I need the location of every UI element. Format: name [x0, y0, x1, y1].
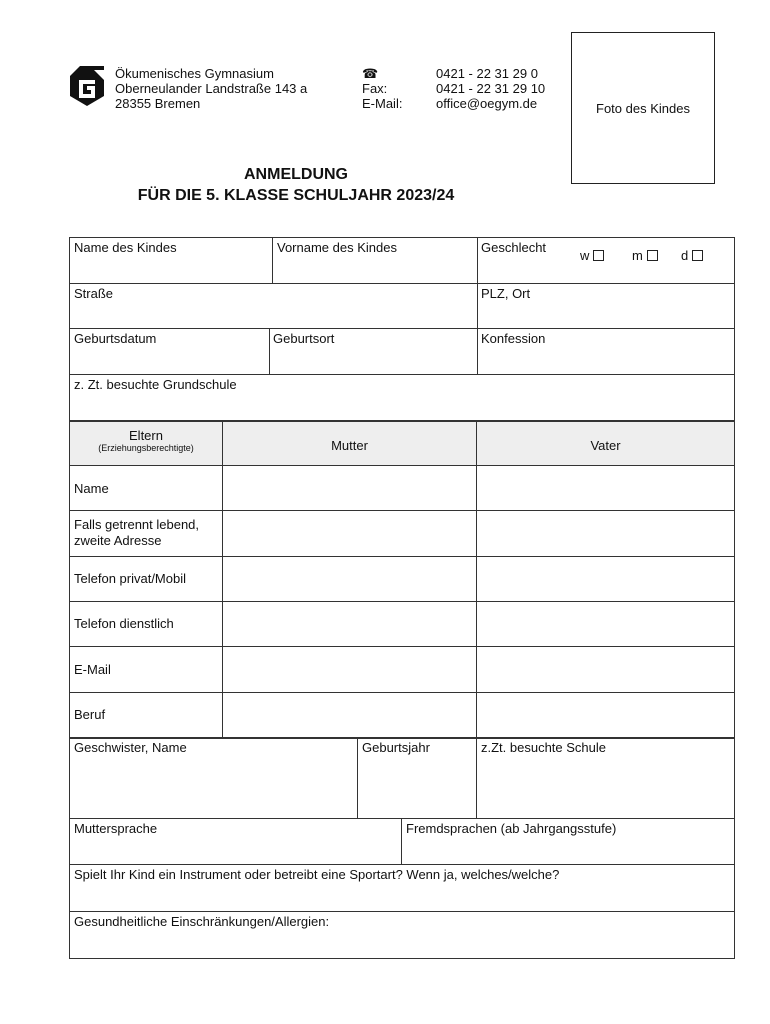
checkbox-icon[interactable] — [692, 250, 703, 261]
street-field[interactable]: Straße — [74, 286, 114, 301]
column-divider — [357, 737, 358, 818]
contact-labels — [362, 66, 432, 111]
column-divider — [222, 420, 223, 737]
photo-box[interactable] — [571, 32, 715, 184]
health-restrictions-field[interactable]: Gesundheitliche Einschränkungen/Allergien: — [74, 914, 330, 929]
row-divider — [69, 420, 735, 422]
form-title: ANMELDUNG — [244, 166, 348, 183]
parent-address-row-line1: Falls getrennt lebend, — [74, 517, 200, 532]
child-first-name-field[interactable]: Vorname des Kindes — [277, 240, 397, 255]
email-label: E-Mail: — [362, 96, 403, 111]
parent-address-row-line2: zweite Adresse — [74, 533, 162, 548]
column-divider — [272, 237, 273, 283]
photo-label: Foto des Kindes — [596, 100, 690, 116]
gender-m-label: m — [632, 248, 643, 263]
parents-header-sub: (Erziehungsberechtigte) — [98, 443, 194, 453]
mother-column-header: Mutter — [331, 438, 368, 453]
native-language-field[interactable]: Muttersprache — [74, 821, 158, 836]
parent-work-phone-row: Telefon dienstlich — [74, 616, 174, 631]
sibling-school-field[interactable]: z.Zt. besuchte Schule — [481, 740, 607, 755]
gender-label: Geschlecht — [481, 240, 547, 255]
row-divider — [69, 328, 735, 329]
fax-number: 0421 - 22 31 29 10 — [436, 81, 546, 96]
form-border-bottom — [69, 958, 735, 959]
religion-field[interactable]: Konfession — [481, 331, 546, 346]
instrument-sport-field[interactable]: Spielt Ihr Kind ein Instrument oder betreibt eine Sportart? Wenn ja, welches/welche? — [74, 867, 560, 882]
parent-name-row: Name — [74, 481, 109, 496]
parent-email-row: E-Mail — [74, 662, 111, 677]
checkbox-icon[interactable] — [593, 250, 604, 261]
column-divider — [269, 328, 270, 374]
gender-option-d[interactable] — [681, 248, 703, 263]
row-divider — [69, 510, 735, 511]
birthdate-field[interactable]: Geburtsdatum — [74, 331, 157, 346]
school-address — [115, 66, 307, 111]
birthplace-field[interactable]: Geburtsort — [273, 331, 335, 346]
father-column-header: Vater — [590, 438, 621, 453]
fax-label: Fax: — [362, 81, 388, 96]
telephone-icon: ☎ — [362, 66, 379, 81]
school-logo — [70, 66, 104, 106]
row-divider — [69, 556, 735, 557]
primary-school-field[interactable]: z. Zt. besuchte Grundschule — [74, 377, 237, 392]
row-divider — [69, 911, 735, 912]
email-address[interactable]: office@oegym.de — [436, 96, 538, 111]
column-divider — [476, 420, 477, 818]
row-divider — [69, 465, 735, 466]
form-border-right — [734, 237, 735, 958]
school-city: 28355 Bremen — [115, 96, 201, 111]
row-divider — [69, 646, 735, 647]
parent-phone-row: Telefon privat/Mobil — [74, 571, 186, 586]
row-divider — [69, 737, 735, 739]
sibling-birth-year-field[interactable]: Geburtsjahr — [362, 740, 430, 755]
child-name-field[interactable]: Name des Kindes — [74, 240, 177, 255]
row-divider — [69, 864, 735, 865]
zip-city-field[interactable]: PLZ, Ort — [481, 286, 531, 301]
contact-values — [436, 66, 545, 111]
column-divider — [477, 237, 478, 374]
gender-d-label: d — [681, 248, 689, 263]
form-subtitle: FÜR DIE 5. KLASSE SCHULJAHR 2023/24 — [137, 187, 455, 204]
row-divider — [69, 283, 735, 284]
foreign-languages-field[interactable]: Fremdsprachen (ab Jahrgangsstufe) — [406, 821, 617, 836]
row-divider — [69, 374, 735, 375]
row-divider — [69, 692, 735, 693]
parent-job-row: Beruf — [74, 707, 106, 722]
gender-option-m[interactable] — [632, 248, 658, 263]
form-border-top — [69, 237, 735, 238]
phone-number: 0421 - 22 31 29 0 — [436, 66, 538, 81]
gender-option-w[interactable] — [580, 248, 604, 263]
parents-header-label: Eltern — [129, 428, 163, 443]
school-street: Oberneulander Landstraße 143 a — [115, 81, 308, 96]
checkbox-icon[interactable] — [647, 250, 658, 261]
column-divider — [401, 818, 402, 864]
school-name: Ökumenisches Gymnasium — [115, 66, 274, 81]
row-divider — [69, 601, 735, 602]
row-divider — [69, 818, 735, 819]
sibling-name-field[interactable]: Geschwister, Name — [74, 740, 187, 755]
parents-header — [70, 429, 222, 453]
gender-w-label: w — [580, 248, 590, 263]
form-border-left — [69, 237, 70, 958]
